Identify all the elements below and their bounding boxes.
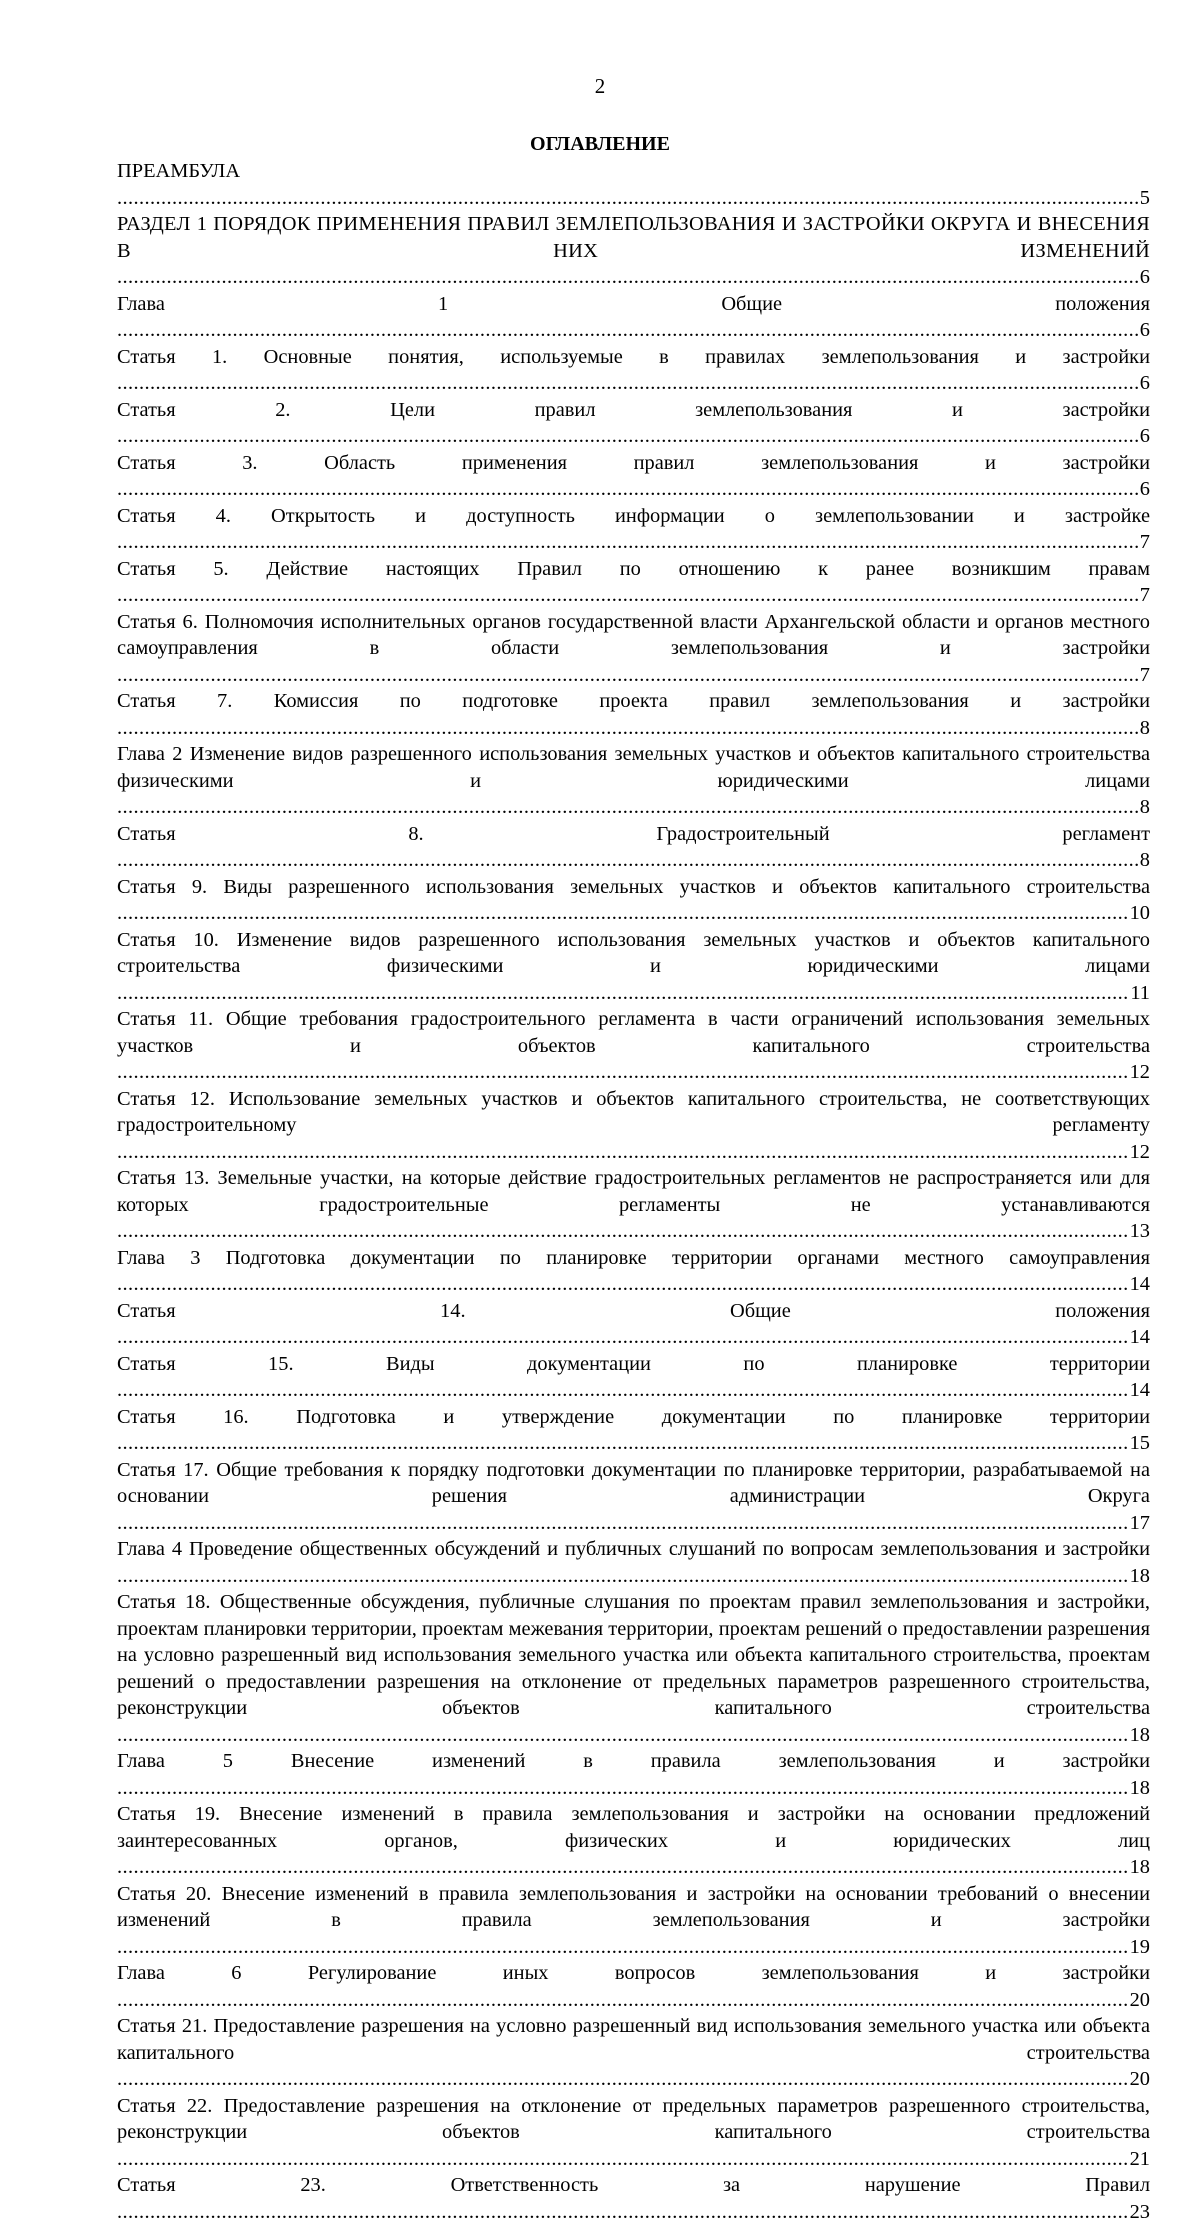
toc-entry-page: 18 bbox=[1128, 1563, 1150, 1590]
toc-entry-title: Статья 15. Виды документации по планировке территории ..... bbox=[117, 1351, 1150, 1404]
toc-entry-title: Статья 16. Подготовка и утверждение документации по планировке территории ..... bbox=[117, 1404, 1150, 1457]
toc-entry-title: Статья 11. Общие требования градостроительного регламента в части ограничений использования земельных участков и объектов капитального строительства ..... bbox=[117, 1006, 1150, 1086]
toc-entry[interactable] bbox=[117, 1351, 1150, 1404]
toc-entry-page: 7 bbox=[1138, 582, 1150, 609]
table-of-contents bbox=[117, 158, 1150, 2225]
toc-entry-page: 6 bbox=[1138, 264, 1150, 291]
toc-entry[interactable] bbox=[117, 1589, 1150, 1748]
toc-entry[interactable] bbox=[117, 397, 1150, 450]
toc-entry[interactable] bbox=[117, 503, 1150, 556]
toc-entry-page: 6 bbox=[1138, 476, 1150, 503]
toc-entry-page: 21 bbox=[1128, 2146, 1150, 2173]
toc-entry-page: 12 bbox=[1128, 1139, 1150, 1166]
toc-entry-page: 11 bbox=[1128, 980, 1150, 1007]
toc-entry[interactable] bbox=[117, 1881, 1150, 1961]
toc-entry-title: РАЗДЕЛ 1 ПОРЯДОК ПРИМЕНЕНИЯ ПРАВИЛ ЗЕМЛЕПОЛЬЗОВАНИЯ И ЗАСТРОЙКИ ОКРУГА И ВНЕСЕНИЯ В НИХ ИЗМЕНЕНИЙ ..... bbox=[117, 211, 1150, 291]
toc-entry-page: 6 bbox=[1138, 317, 1150, 344]
toc-entry-page: 18 bbox=[1128, 1775, 1150, 1802]
toc-entry-title: Статья 9. Виды разрешенного использования земельных участков и объектов капитального строительства ..... bbox=[117, 874, 1150, 927]
toc-entry-title: Статья 6. Полномочия исполнительных органов государственной власти Архангельской области и органов местного самоуправления в области землепользования и застройки ..... bbox=[117, 609, 1150, 689]
toc-entry[interactable] bbox=[117, 344, 1150, 397]
toc-entry-page: 7 bbox=[1138, 662, 1150, 689]
toc-entry[interactable] bbox=[117, 1086, 1150, 1166]
toc-entry-title: Статья 14. Общие положения ..... bbox=[117, 1298, 1150, 1351]
toc-entry-title: Глава 4 Проведение общественных обсуждений и публичных слушаний по вопросам землепользования и застройки ..... bbox=[117, 1536, 1150, 1589]
toc-entry-page: 8 bbox=[1138, 847, 1150, 874]
toc-entry-title: Статья 4. Открытость и доступность информации о землепользовании и застройке ..... bbox=[117, 503, 1150, 556]
toc-entry[interactable] bbox=[117, 1404, 1150, 1457]
toc-entry-title: Статья 17. Общие требования к порядку подготовки документации по планировке территории, разрабатываемой на основании решения администрации Округа ..... bbox=[117, 1457, 1150, 1537]
toc-entry-title: Статья 7. Комиссия по подготовке проекта правил землепользования и застройки ..... bbox=[117, 688, 1150, 741]
toc-entry[interactable] bbox=[117, 688, 1150, 741]
toc-entry-title: Статья 21. Предоставление разрешения на условно разрешенный вид использования земельного участка или объекта капитального строительства ..... bbox=[117, 2013, 1150, 2093]
page-number: 2 bbox=[0, 74, 1200, 98]
toc-entry[interactable] bbox=[117, 1960, 1150, 2013]
toc-entry-page: 15 bbox=[1128, 1430, 1150, 1457]
toc-entry-title: Статья 19. Внесение изменений в правила землепользования и застройки на основании предложений заинтересованных органов, физических и юридических лиц ..... bbox=[117, 1801, 1150, 1881]
toc-entry-title: Статья 3. Область применения правил землепользования и застройки ..... bbox=[117, 450, 1150, 503]
toc-entry-page: 18 bbox=[1128, 1722, 1150, 1749]
toc-entry[interactable] bbox=[117, 874, 1150, 927]
toc-entry[interactable] bbox=[117, 2172, 1150, 2225]
toc-entry-page: 8 bbox=[1138, 794, 1150, 821]
toc-entry-title: Статья 13. Земельные участки, на которые действие градостроительных регламентов не распространяется или для которых градостроительные регламенты не устанавливаются ..... bbox=[117, 1165, 1150, 1245]
toc-entry[interactable] bbox=[117, 158, 1150, 211]
toc-entry-title: Глава 2 Изменение видов разрешенного использования земельных участков и объектов капитального строительства физическими и юридическими лицами ..... bbox=[117, 741, 1150, 821]
toc-entry-page: 6 bbox=[1138, 370, 1150, 397]
toc-entry-page: 20 bbox=[1128, 1987, 1150, 2014]
toc-entry-page: 14 bbox=[1128, 1377, 1150, 1404]
toc-entry[interactable] bbox=[117, 741, 1150, 821]
toc-entry-page: 5 bbox=[1138, 185, 1150, 212]
toc-entry-title: Статья 20. Внесение изменений в правила землепользования и застройки на основании требований о внесении изменений в правила землепользования и застройки ..... bbox=[117, 1881, 1150, 1961]
toc-entry-title: Статья 5. Действие настоящих Правил по отношению к ранее возникшим правам ..... bbox=[117, 556, 1150, 609]
toc-entry-title: Статья 18. Общественные обсуждения, публичные слушания по проектам правил землепользования и застройки, проектам планировки территории, проектам межевания территории, проектам решений о предоставлении разрешения на условно разрешенный вид использования земельного участка или объекта капитального строительства, проектам решений о предоставлении разрешения на отклонение от предельных параметров разрешенного строительства, реконструкции объектов капитального строительства ..... bbox=[117, 1589, 1150, 1748]
toc-entry-page: 7 bbox=[1138, 529, 1150, 556]
toc-entry-page: 12 bbox=[1128, 1059, 1150, 1086]
toc-entry[interactable] bbox=[117, 291, 1150, 344]
toc-entry[interactable] bbox=[117, 821, 1150, 874]
toc-entry-title: Статья 22. Предоставление разрешения на отклонение от предельных параметров разрешенного строительства, реконструкции объектов капитального строительства ..... bbox=[117, 2093, 1150, 2173]
toc-entry[interactable] bbox=[117, 1298, 1150, 1351]
toc-entry[interactable] bbox=[117, 1006, 1150, 1086]
toc-entry-title: ПРЕАМБУЛА ..... bbox=[117, 158, 1150, 211]
toc-entry-title: Статья 2. Цели правил землепользования и застройки ..... bbox=[117, 397, 1150, 450]
toc-entry-title: Статья 10. Изменение видов разрешенного использования земельных участков и объектов капитального строительства физическими и юридическими лицами ..... bbox=[117, 927, 1150, 1007]
toc-entry-page: 20 bbox=[1128, 2066, 1150, 2093]
toc-entry[interactable] bbox=[117, 450, 1150, 503]
toc-entry[interactable] bbox=[117, 609, 1150, 689]
toc-entry-title: Глава 6 Регулирование иных вопросов землепользования и застройки ..... bbox=[117, 1960, 1150, 2013]
toc-entry-page: 13 bbox=[1128, 1218, 1150, 1245]
toc-entry[interactable] bbox=[117, 1536, 1150, 1589]
toc-entry[interactable] bbox=[117, 556, 1150, 609]
toc-entry-title: Статья 23. Ответственность за нарушение Правил ..... bbox=[117, 2172, 1150, 2225]
toc-entry[interactable] bbox=[117, 927, 1150, 1007]
toc-entry-page: 14 bbox=[1128, 1324, 1150, 1351]
toc-entry-page: 19 bbox=[1128, 1934, 1150, 1961]
toc-entry[interactable] bbox=[117, 1801, 1150, 1881]
toc-entry-title: Глава 1 Общие положения ..... bbox=[117, 291, 1150, 344]
toc-entry-title: Статья 12. Использование земельных участков и объектов капитального строительства, не соответствующих градостроительному регламенту ..... bbox=[117, 1086, 1150, 1166]
toc-entry[interactable] bbox=[117, 1165, 1150, 1245]
toc-entry[interactable] bbox=[117, 2013, 1150, 2093]
toc-title: ОГЛАВЛЕНИЕ bbox=[0, 132, 1200, 156]
toc-entry-page: 23 bbox=[1128, 2199, 1150, 2225]
toc-entry[interactable] bbox=[117, 211, 1150, 291]
toc-entry-title: Статья 8. Градостроительный регламент ..... bbox=[117, 821, 1150, 874]
toc-entry-title: Глава 5 Внесение изменений в правила землепользования и застройки ..... bbox=[117, 1748, 1150, 1801]
toc-entry[interactable] bbox=[117, 2093, 1150, 2173]
toc-entry-title: Глава 3 Подготовка документации по планировке территории органами местного самоуправления ..... bbox=[117, 1245, 1150, 1298]
toc-entry[interactable] bbox=[117, 1748, 1150, 1801]
toc-entry-page: 10 bbox=[1128, 900, 1150, 927]
toc-entry-page: 18 bbox=[1128, 1854, 1150, 1881]
toc-entry-page: 6 bbox=[1138, 423, 1150, 450]
toc-entry-page: 8 bbox=[1138, 715, 1150, 742]
toc-entry-title: Статья 1. Основные понятия, используемые в правилах землепользования и застройки ..... bbox=[117, 344, 1150, 397]
toc-entry-page: 17 bbox=[1128, 1510, 1150, 1537]
toc-entry-page: 14 bbox=[1128, 1271, 1150, 1298]
toc-entry[interactable] bbox=[117, 1245, 1150, 1298]
toc-entry[interactable] bbox=[117, 1457, 1150, 1537]
